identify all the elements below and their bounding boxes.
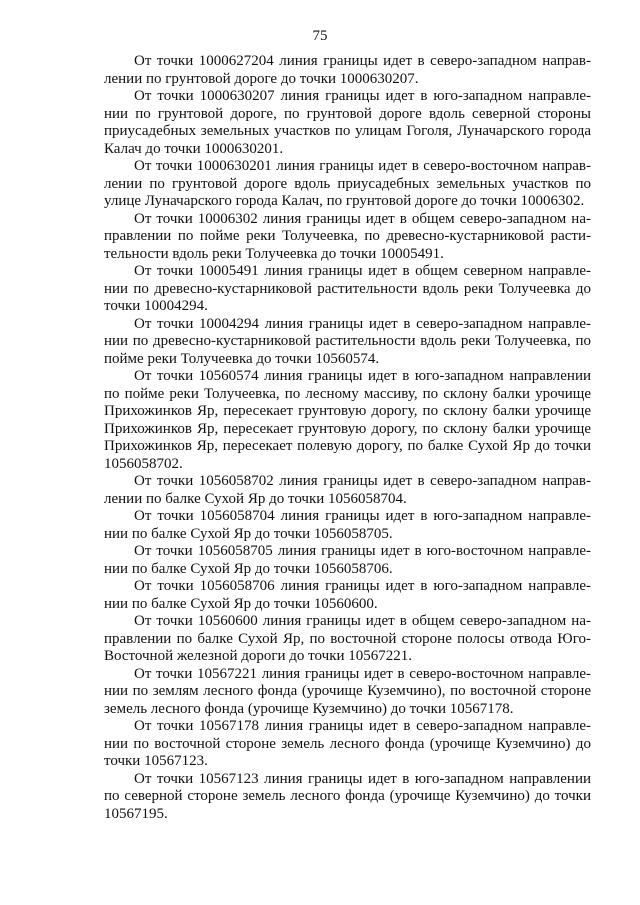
paragraph-3: От точки 1000630201 линия границы идет в северо-восточном направлении по грунтовой дороге вдоль приусадебных земельных участков по улице Луначарского города Калач, по грунтовой дороге до точки 10006302. [104, 158, 591, 209]
page-number: 75 [312, 28, 328, 44]
paragraph-2: От точки 1000630207 линия границы идет в юго-западном направлении по грунтовой дороге, по грунтовой дороге вдоль северной стороны приусадебных земельных участков по улицам Гоголя, Луначарского города Калач до точки 1000630201. [104, 88, 591, 157]
paragraph-5: От точки 10005491 линия границы идет в общем северном направлении по древесно-кустарниковой растительности вдоль реки Толучеевка до точки 10004294. [104, 263, 591, 314]
paragraph-4: От точки 10006302 линия границы идет в общем северо-западном направлении по пойме реки Толучеевка, по древесно-кустарниковой растительности вдоль реки Толучеевка до точки 10005491. [104, 210, 591, 262]
paragraph-7: От точки 10560574 линия границы идет в юго-западном направлении по пойме реки Толучеевка, по лесному массиву, по склону балки урочище Прихожинков Яр, пересекает грунтовую дорогу, по склону балки урочище Прихожинков Яр, пересекает грунтовую дорогу, по склону балки урочище Прихожинков Яр, пересекает полевую дорогу, по балке Сухой Яр до точки 1056058702. [104, 368, 591, 472]
paragraph-12: От точки 10560600 линия границы идет в общем северо-западном направлении по балке Сухой Яр, по восточной стороне полосы отвода Юго-Восточной железной дороги до точки 10567221. [104, 613, 591, 664]
paragraph-14: От точки 10567178 линия границы идет в северо-западном направлении по восточной стороне земель лесного фонда (урочище Куземчино) до точки 10567123. [104, 718, 591, 769]
paragraph-8: От точки 1056058702 линия границы идет в северо-западном направлении по балке Сухой Яр до точки 1056058704. [104, 473, 591, 507]
paragraph-1: От точки 1000627204 линия границы идет в северо-западном направлении по грунтовой дороге до точки 1000630207. [104, 53, 591, 87]
paragraph-13: От точки 10567221 линия границы идет в северо-восточном направлении по землям лесного фонда (урочище Куземчино), по восточной стороне земель лесного фонда (урочище Куземчино) до точки 10567178. [104, 665, 591, 717]
document-body [104, 53, 591, 823]
paragraph-15: От точки 10567123 линия границы идет в юго-западном направлении по северной стороне земель лесного фонда (урочище Куземчино) до точки 10567195. [104, 770, 591, 822]
paragraph-11: От точки 1056058706 линия границы идет в юго-западном направлении по балке Сухой Яр до точки 10560600. [104, 578, 591, 612]
paragraph-6: От точки 10004294 линия границы идет в северо-западном направлении по древесно-кустарниковой растительности вдоль реки Толучеевка, по пойме реки Толучеевка до точки 10560574. [104, 315, 591, 367]
paragraph-9: От точки 1056058704 линия границы идет в юго-западном направлении по балке Сухой Яр до точки 1056058705. [104, 508, 591, 542]
paragraph-10: От точки 1056058705 линия границы идет в юго-восточном направлении по балке Сухой Яр до точки 1056058706. [104, 543, 591, 577]
